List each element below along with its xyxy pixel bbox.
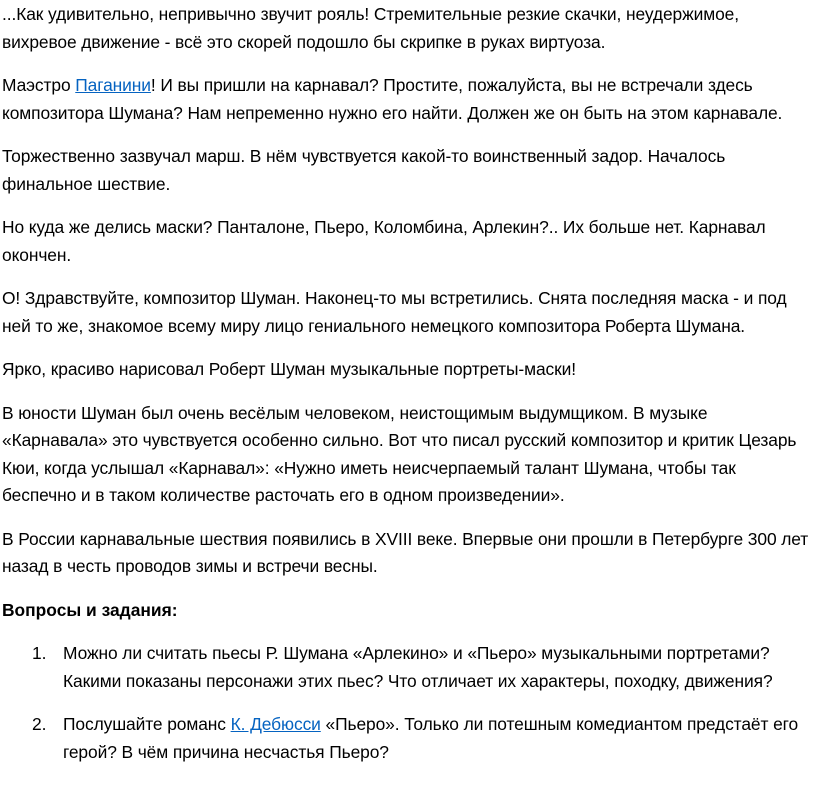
paragraph-text: Маэстро <box>2 75 76 95</box>
questions-heading: Вопросы и задания: <box>2 599 178 620</box>
list-item-text: Можно ли считать пьесы Р. Шумана «Арлекино» и «Пьеро» музыкальными портретами? Какими показаны персонажи этих пьес? Что отличает их характеры, походку, движения? <box>63 643 773 691</box>
paragraph-russia: В России карнавальные шествия появились в XVIII веке. Впервые они прошли в Петербурге 300 лет назад в честь проводов зимы и встречи весны. <box>2 528 809 576</box>
paragraph-paganini <box>2 72 814 127</box>
paragraph-schumann: О! Здравствуйте, композитор Шуман. Наконец-то мы встретились. Снята последняя маска - и под ней то же, знакомое всему миру лицо гениального немецкого композитора Роберта Шумана. <box>2 288 787 336</box>
list-item-text: «Пьеро». Только ли потешным комедиантом предстаёт его герой? В чём причина несчастья Пьеро? <box>63 714 799 762</box>
paragraph-masks: Но куда же делись маски? Панталоне, Пьеро, Коломбина, Арлекин?.. Их больше нет. Карнавал окончен. <box>2 217 766 265</box>
list-item <box>2 640 814 695</box>
list-item-text: Послушайте романс <box>63 714 231 734</box>
paragraph-portraits: Ярко, красиво нарисовал Роберт Шуман музыкальные портреты-маски! <box>2 359 576 379</box>
paragraph-text: ! И вы пришли на карнавал? Простите, пожалуйста, вы не встречали здесь композитора Шумана? Нам непременно нужно его найти. Должен же он быть на этом карнавале. <box>2 75 783 123</box>
questions-list <box>2 640 814 766</box>
document-body <box>2 0 814 782</box>
paragraph-piano: ...Как удивительно, непривычно звучит рояль! Стремительные резкие скачки, неудержимое, вихревое движение - всё это скорей подошло бы скрипке в руках виртуоза. <box>2 4 739 52</box>
debussy-link[interactable]: К. Дебюсси <box>230 714 321 734</box>
list-item-number: 1. <box>32 643 47 663</box>
paragraph-youth: В юности Шуман был очень весёлым человеком, неистощимым выдумщиком. В музыке «Карнавала» это чувствуется особенно сильно. Вот что писал русский композитор и критик Цезарь Кюи, когда услышал «Карнавал»: «Нужно иметь неисчерпаемый талант Шумана, чтобы так беспечно и в таком количестве расточать его в одном произведении». <box>2 402 797 505</box>
list-item <box>2 711 814 766</box>
list-item-number: 2. <box>32 714 47 734</box>
paganini-link[interactable]: Паганини <box>75 75 151 95</box>
paragraph-march: Торжественно зазвучал марш. В нём чувствуется какой-то воинственный задор. Началось финальное шествие. <box>2 146 726 194</box>
